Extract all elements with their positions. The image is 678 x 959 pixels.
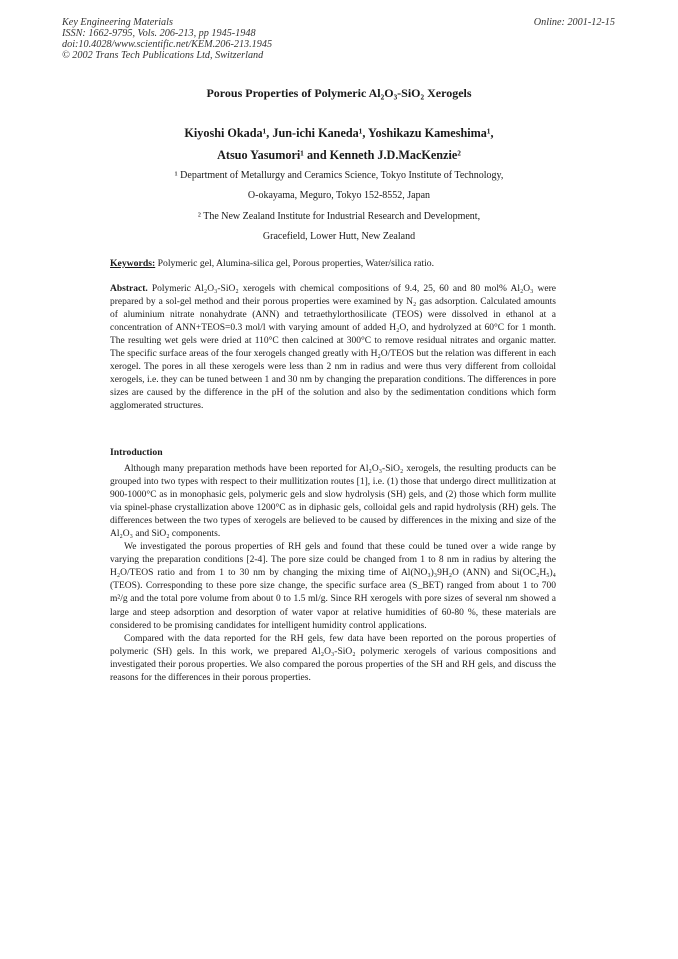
affiliation-1-line-1: ¹ Department of Metallurgy and Ceramics Science, Tokyo Institute of Technology,	[174, 170, 504, 181]
affiliation-2-line-2: Gracefield, Lower Hutt, New Zealand	[262, 230, 416, 242]
introduction-body	[110, 463, 556, 685]
keywords-label: Keywords:	[110, 258, 156, 269]
affiliation-2-line-1: ² The New Zealand Institute for Industrial Research and Development,	[197, 210, 481, 222]
intro-paragraph-2: We investigated the porous properties of RH gels and found that these could be tuned over a wide range by varying the preparation conditions [2-4]. The pore size could be changed from 1 to 8 nm in radius by altering the H₂O/TEOS ratio and from 1 to 30 nm by changing the mixing time of Al(NO₃)₃9H₂O (ANN) and Si(OC₂H₅)₄ (TEOS). Corresponding to these pore size change, the specific surface area (S_BET) ranged from about 1 to 700 m²/g and the total pore volume from about 0 to 1.5 ml/g. Since RH xerogels with pore sizes of several nm showed a large and steep adsorption and desorption of water vapor at relative humidities of 60-80 %, these materials are considered to be promising candidates for intelligent humidity control applications.	[110, 542, 556, 631]
authors-line-2: Atsuo Yasumori¹ and Kenneth J.D.MacKenzie²	[217, 148, 461, 162]
affiliation-1-line-2: O-okayama, Meguro, Tokyo 152-8552, Japan	[247, 190, 431, 202]
abstract-label: Abstract.	[110, 284, 148, 294]
journal-name: Key Engineering Materials	[62, 17, 173, 28]
affiliations	[0, 166, 678, 247]
journal-header	[62, 17, 272, 61]
copyright-line: © 2002 Trans Tech Publications Ltd, Switzerland	[62, 50, 264, 61]
intro-paragraph-1: Although many preparation methods have been reported for Al₂O₃-SiO₂ xerogels, the resulting products can be grouped into two types with respect to their mullitization routes [1], i.e. (1) those that undergo direct mullitization at 900-1000°C as in monophasic gels, polymeric gels and slow hydrolysis (SH) gels, and (2) those which form mullite via spinel-phase crystallization above 1200°C as in diphasic gels, colloidal gels and rapid hydrolysis (RH) gels. The differences between the two types of xerogels are believed to be caused by differences in the mixing and size of the Al₂O₃ and SiO₂ components.	[110, 464, 556, 540]
introduction-heading: Introduction	[110, 447, 163, 458]
author-list	[0, 122, 678, 166]
keywords	[110, 258, 560, 269]
authors-line-1: Kiyoshi Okada¹, Jun-ichi Kaneda¹, Yoshikazu Kameshima¹,	[184, 126, 494, 140]
abstract-text: Polymeric Al₂O₃-SiO₂ xerogels with chemical compositions of 9.4, 25, 60 and 80 mol% Al₂O₃ were prepared by a sol-gel method and their porous properties were examined by N₂ gas adsorption. Calculated amounts of aluminium nitrate nonahydrate (ANN) and tetraethylorthosilicate (TEOS) were dissolved in ethanol at a concentration of ANN+TEOS=0.3 mol/l with varying amount of added H₂O, and hydrolyzed at 60°C for 1 month. The resulting wet gels were dried at 110°C then calcined at 300°C to remove residual nitrates and organic matter. The specific surface areas of the four xerogels changed greatly with H₂O/TEOS but the relation was different in each xerogel. The pores in all these xerogels were less than 2 nm in radius and were thus very different from colloidal xerogels, i.e. they can be tuned between 1 and 30 nm by changing the preparation conditions. The differences in pore sizes are caused by the difference in the pH of the solution and also by the sedimentation conditions which form agglomerated structures.	[110, 284, 556, 412]
paper-title: Porous Properties of Polymeric Al₂O₃-SiO₂ Xerogels	[206, 86, 472, 100]
keywords-text: Polymeric gel, Alumina-silica gel, Porous properties, Water/silica ratio.	[157, 258, 435, 269]
doi-line: doi:10.4028/www.scientific.net/KEM.206-213.1945	[62, 39, 273, 50]
online-date: Online: 2001-12-15	[533, 17, 615, 28]
abstract	[110, 283, 556, 413]
issn-line: ISSN: 1662-9795, Vols. 206-213, pp 1945-1948	[62, 28, 256, 39]
intro-paragraph-3: Compared with the data reported for the RH gels, few data have been reported on the porous properties of polymeric (SH) gels. In this work, we prepared Al₂O₃-SiO₂ polymeric xerogels of various compositions and investigated their porous properties. We also compared the porous properties of the SH and RH gels, and discuss the reasons for the differences in their porous properties.	[110, 633, 556, 683]
